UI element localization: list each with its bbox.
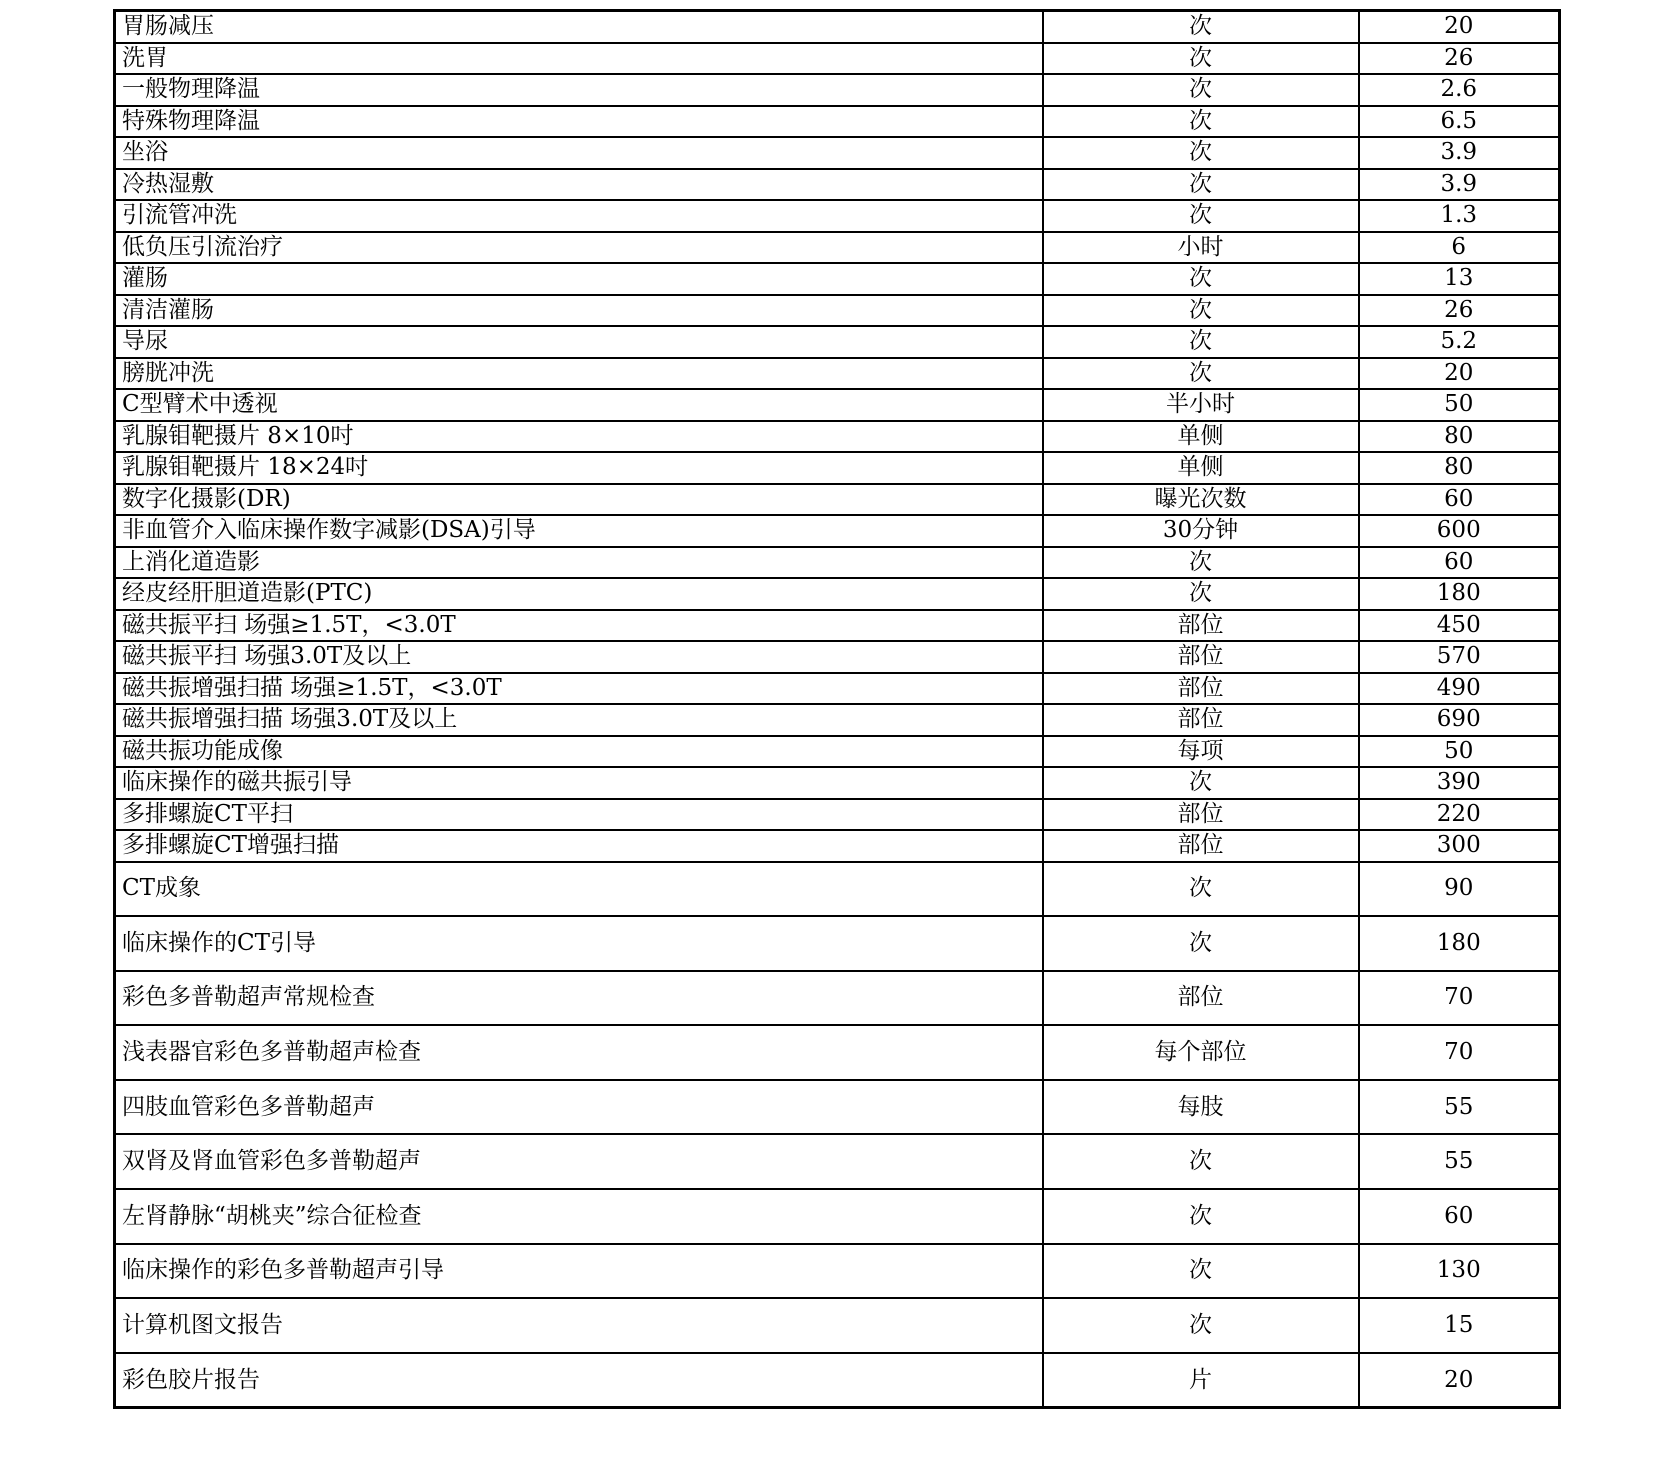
- table-row: [115, 830, 1560, 862]
- table-row: [115, 200, 1560, 232]
- item-unit: 每肢: [1043, 1080, 1359, 1135]
- item-unit: 部位: [1043, 641, 1359, 673]
- item-price: 450: [1359, 610, 1560, 642]
- item-unit: 部位: [1043, 830, 1359, 862]
- item-unit: 单侧: [1043, 452, 1359, 484]
- item-unit: 次: [1043, 11, 1359, 43]
- item-unit: 片: [1043, 1353, 1359, 1408]
- item-price: 390: [1359, 767, 1560, 799]
- item-price: 2.6: [1359, 74, 1560, 106]
- item-price: 55: [1359, 1134, 1560, 1189]
- item-name: 双肾及肾血管彩色多普勒超声: [115, 1134, 1043, 1189]
- item-name: 磁共振平扫 场强≥1.5T，<3.0T: [115, 610, 1043, 642]
- item-unit: 次: [1043, 263, 1359, 295]
- item-price: 26: [1359, 295, 1560, 327]
- table-row: [115, 799, 1560, 831]
- fee-table: [113, 9, 1561, 1409]
- item-unit: 次: [1043, 1189, 1359, 1244]
- item-name: 乳腺钼靶摄片 18×24吋: [115, 452, 1043, 484]
- table-row: [115, 767, 1560, 799]
- item-price: 490: [1359, 673, 1560, 705]
- item-price: 60: [1359, 484, 1560, 516]
- item-unit: 次: [1043, 169, 1359, 201]
- table-row: [115, 452, 1560, 484]
- item-price: 15: [1359, 1298, 1560, 1353]
- table-row: [115, 610, 1560, 642]
- item-name: 磁共振增强扫描 场强3.0T及以上: [115, 704, 1043, 736]
- item-unit: 次: [1043, 106, 1359, 138]
- item-price: 13: [1359, 263, 1560, 295]
- item-price: 300: [1359, 830, 1560, 862]
- item-name: 灌肠: [115, 263, 1043, 295]
- item-unit: 次: [1043, 767, 1359, 799]
- table-row: [115, 641, 1560, 673]
- item-unit: 半小时: [1043, 389, 1359, 421]
- item-unit: 次: [1043, 43, 1359, 75]
- item-name: 磁共振增强扫描 场强≥1.5T，<3.0T: [115, 673, 1043, 705]
- item-unit: 次: [1043, 1134, 1359, 1189]
- item-name: 数字化摄影(DR): [115, 484, 1043, 516]
- item-price: 6.5: [1359, 106, 1560, 138]
- item-unit: 每项: [1043, 736, 1359, 768]
- item-price: 70: [1359, 1025, 1560, 1080]
- table-row: [115, 74, 1560, 106]
- table-row: [115, 1134, 1560, 1189]
- item-price: 50: [1359, 389, 1560, 421]
- item-unit: 次: [1043, 578, 1359, 610]
- item-price: 130: [1359, 1244, 1560, 1299]
- item-unit: 次: [1043, 916, 1359, 971]
- item-name: 四肢血管彩色多普勒超声: [115, 1080, 1043, 1135]
- item-unit: 曝光次数: [1043, 484, 1359, 516]
- table-row: [115, 295, 1560, 327]
- item-name: 冷热湿敷: [115, 169, 1043, 201]
- fee-table-body: [115, 11, 1560, 1408]
- table-row: [115, 137, 1560, 169]
- item-name: 多排螺旋CT平扫: [115, 799, 1043, 831]
- item-name: 临床操作的CT引导: [115, 916, 1043, 971]
- item-price: 60: [1359, 547, 1560, 579]
- item-price: 220: [1359, 799, 1560, 831]
- table-row: [115, 578, 1560, 610]
- item-name: 磁共振平扫 场强3.0T及以上: [115, 641, 1043, 673]
- item-name: 一般物理降温: [115, 74, 1043, 106]
- table-row: [115, 232, 1560, 264]
- item-name: 临床操作的磁共振引导: [115, 767, 1043, 799]
- item-name: 磁共振功能成像: [115, 736, 1043, 768]
- item-unit: 次: [1043, 200, 1359, 232]
- item-name: 多排螺旋CT增强扫描: [115, 830, 1043, 862]
- item-name: CT成象: [115, 862, 1043, 917]
- item-price: 600: [1359, 515, 1560, 547]
- item-name: 上消化道造影: [115, 547, 1043, 579]
- item-price: 90: [1359, 862, 1560, 917]
- item-name: 坐浴: [115, 137, 1043, 169]
- item-unit: 次: [1043, 862, 1359, 917]
- item-name: 乳腺钼靶摄片 8×10吋: [115, 421, 1043, 453]
- item-price: 180: [1359, 578, 1560, 610]
- table-row: [115, 389, 1560, 421]
- item-unit: 次: [1043, 74, 1359, 106]
- item-name: 计算机图文报告: [115, 1298, 1043, 1353]
- item-price: 60: [1359, 1189, 1560, 1244]
- item-name: 洗胃: [115, 43, 1043, 75]
- table-row: [115, 484, 1560, 516]
- table-row: [115, 1353, 1560, 1408]
- item-price: 20: [1359, 1353, 1560, 1408]
- item-price: 1.3: [1359, 200, 1560, 232]
- table-row: [115, 547, 1560, 579]
- item-name: 临床操作的彩色多普勒超声引导: [115, 1244, 1043, 1299]
- table-row: [115, 43, 1560, 75]
- item-name: C型臂术中透视: [115, 389, 1043, 421]
- item-price: 20: [1359, 11, 1560, 43]
- table-row: [115, 736, 1560, 768]
- item-unit: 单侧: [1043, 421, 1359, 453]
- item-price: 80: [1359, 421, 1560, 453]
- item-name: 引流管冲洗: [115, 200, 1043, 232]
- item-name: 膀胱冲洗: [115, 358, 1043, 390]
- item-price: 55: [1359, 1080, 1560, 1135]
- table-row: [115, 169, 1560, 201]
- item-price: 3.9: [1359, 169, 1560, 201]
- item-unit: 次: [1043, 547, 1359, 579]
- item-unit: 次: [1043, 295, 1359, 327]
- item-name: 左肾静脉“胡桃夹”综合征检查: [115, 1189, 1043, 1244]
- item-price: 180: [1359, 916, 1560, 971]
- table-row: [115, 1189, 1560, 1244]
- item-price: 6: [1359, 232, 1560, 264]
- item-unit: 部位: [1043, 673, 1359, 705]
- table-row: [115, 106, 1560, 138]
- item-name: 低负压引流治疗: [115, 232, 1043, 264]
- table-row: [115, 673, 1560, 705]
- table-row: [115, 971, 1560, 1026]
- table-row: [115, 1025, 1560, 1080]
- item-unit: 次: [1043, 1244, 1359, 1299]
- item-unit: 每个部位: [1043, 1025, 1359, 1080]
- item-unit: 小时: [1043, 232, 1359, 264]
- table-row: [115, 11, 1560, 43]
- item-unit: 次: [1043, 1298, 1359, 1353]
- item-price: 80: [1359, 452, 1560, 484]
- item-unit: 部位: [1043, 799, 1359, 831]
- table-row: [115, 358, 1560, 390]
- item-price: 570: [1359, 641, 1560, 673]
- item-name: 经皮经肝胆道造影(PTC): [115, 578, 1043, 610]
- table-row: [115, 263, 1560, 295]
- item-name: 彩色多普勒超声常规检查: [115, 971, 1043, 1026]
- item-price: 26: [1359, 43, 1560, 75]
- item-name: 特殊物理降温: [115, 106, 1043, 138]
- item-name: 胃肠减压: [115, 11, 1043, 43]
- item-price: 70: [1359, 971, 1560, 1026]
- item-unit: 部位: [1043, 971, 1359, 1026]
- item-name: 非血管介入临床操作数字减影(DSA)引导: [115, 515, 1043, 547]
- item-unit: 部位: [1043, 610, 1359, 642]
- table-row: [115, 704, 1560, 736]
- table-row: [115, 421, 1560, 453]
- item-unit: 30分钟: [1043, 515, 1359, 547]
- table-row: [115, 1244, 1560, 1299]
- item-price: 50: [1359, 736, 1560, 768]
- item-name: 彩色胶片报告: [115, 1353, 1043, 1408]
- table-row: [115, 515, 1560, 547]
- item-price: 5.2: [1359, 326, 1560, 358]
- table-row: [115, 1080, 1560, 1135]
- table-row: [115, 1298, 1560, 1353]
- item-name: 浅表器官彩色多普勒超声检查: [115, 1025, 1043, 1080]
- table-row: [115, 916, 1560, 971]
- item-unit: 次: [1043, 358, 1359, 390]
- item-unit: 次: [1043, 326, 1359, 358]
- item-price: 20: [1359, 358, 1560, 390]
- item-price: 690: [1359, 704, 1560, 736]
- item-price: 3.9: [1359, 137, 1560, 169]
- table-row: [115, 862, 1560, 917]
- item-unit: 次: [1043, 137, 1359, 169]
- table-row: [115, 326, 1560, 358]
- item-unit: 部位: [1043, 704, 1359, 736]
- item-name: 导尿: [115, 326, 1043, 358]
- item-name: 清洁灌肠: [115, 295, 1043, 327]
